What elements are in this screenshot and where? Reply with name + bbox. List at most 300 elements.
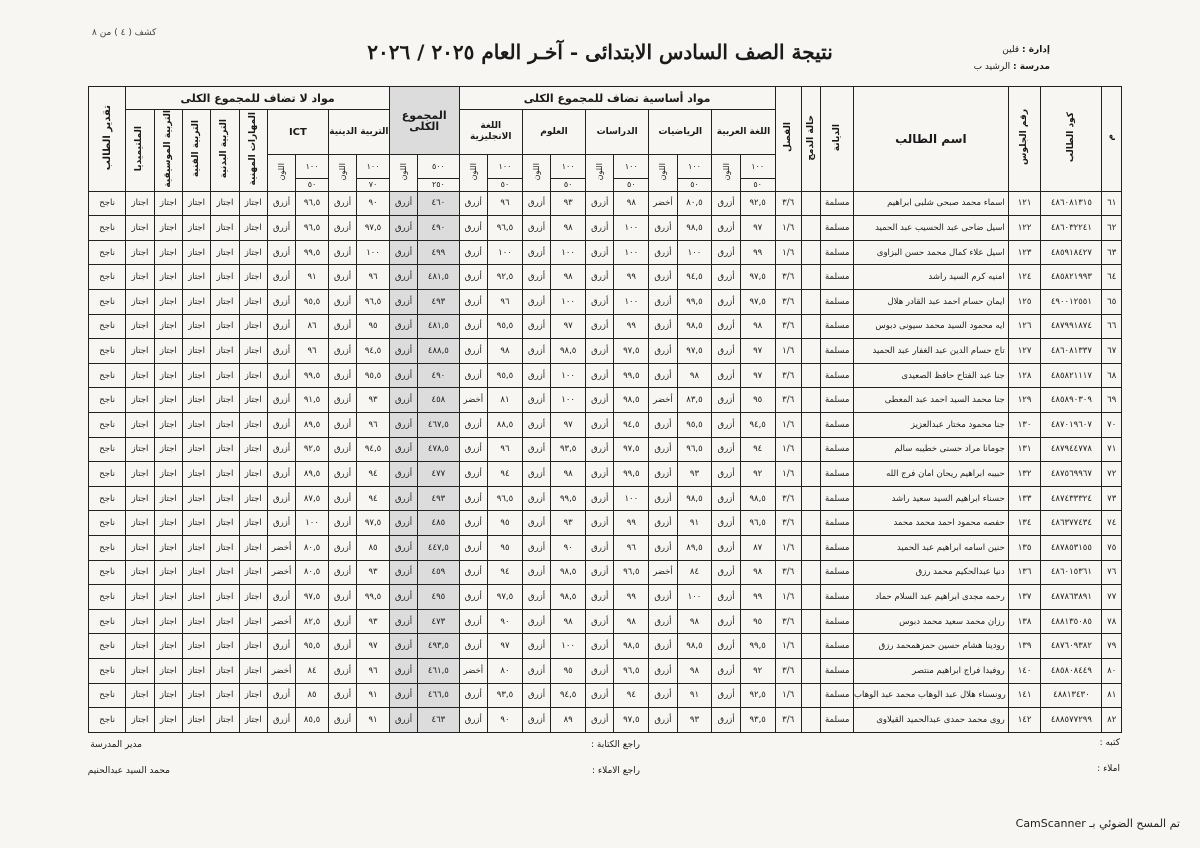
cell-integration <box>801 634 821 659</box>
cell-rel: مسلمة <box>821 560 854 585</box>
cell-art: اجتاز <box>182 339 210 364</box>
cell-ict: ٩٦,٥ <box>296 191 329 216</box>
cell-tot-color: أزرق <box>389 462 417 487</box>
table-row <box>89 585 1122 610</box>
cell-ma-color: أخضر <box>649 191 677 216</box>
cell-sc-color: أزرق <box>522 683 550 708</box>
cell-code: ٤٨٧٩٩١٨٧٤ <box>1041 314 1102 339</box>
cell-ict: ٨٩,٥ <box>296 462 329 487</box>
cell-re: ٩٧ <box>357 634 390 659</box>
cell-ar: ٩٦,٥ <box>740 511 775 536</box>
cell-ma: ٩٦,٥ <box>677 437 712 462</box>
cell-idx: ٦٤ <box>1102 265 1122 290</box>
cell-cls: ٣/٦ <box>775 708 801 733</box>
cell-ict-color: أزرق <box>267 708 295 733</box>
signatures <box>0 728 1200 788</box>
cell-sc-color: أزرق <box>522 511 550 536</box>
cell-ar-color: أزرق <box>712 314 740 339</box>
col-math: الرياضيات <box>649 110 712 155</box>
cell-tot-color: أزرق <box>389 511 417 536</box>
cell-st: ٩٩,٥ <box>614 363 649 388</box>
cell-ma-color: أزرق <box>649 437 677 462</box>
cell-en-color: أزرق <box>459 290 487 315</box>
cell-seat: ١٢١ <box>1008 191 1041 216</box>
cell-name: جنا محمد السيد احمد عبد المعطى <box>854 388 1009 413</box>
cell-ar-color: أزرق <box>712 585 740 610</box>
cell-st-color: أزرق <box>586 609 614 634</box>
cell-pe: اجتاز <box>211 585 239 610</box>
cell-re-color: أزرق <box>328 658 356 683</box>
cell-rel: مسلمة <box>821 363 854 388</box>
cell-sc: ٩٣ <box>551 191 586 216</box>
cell-re-color: أزرق <box>328 240 356 265</box>
cell-en: ٩٥ <box>488 511 523 536</box>
cell-pe: اجتاز <box>211 216 239 241</box>
cell-re-color: أزرق <box>328 462 356 487</box>
cell-st-color: أزرق <box>586 658 614 683</box>
cell-en: ٩٤ <box>488 462 523 487</box>
cell-ar-color: أزرق <box>712 240 740 265</box>
cell-ict-color: أزرق <box>267 388 295 413</box>
cell-res: ناجح <box>89 658 126 683</box>
cell-pe: اجتاز <box>211 634 239 659</box>
cell-st: ٩٩ <box>614 265 649 290</box>
cell-sc-color: أزرق <box>522 413 550 438</box>
cell-rel: مسلمة <box>821 683 854 708</box>
cell-tot-color: أزرق <box>389 560 417 585</box>
cell-res: ناجح <box>89 388 126 413</box>
table-row <box>89 535 1122 560</box>
cell-mm: اجتاز <box>126 314 154 339</box>
table-row <box>89 314 1122 339</box>
cell-cls: ١/٦ <box>775 585 801 610</box>
cell-res: ناجح <box>89 216 126 241</box>
cell-seat: ١٤١ <box>1008 683 1041 708</box>
cell-pe: اجتاز <box>211 535 239 560</box>
cell-art: اجتاز <box>182 314 210 339</box>
cell-code: ٤٨٧٠١٩٦٠٧ <box>1041 413 1102 438</box>
cell-cls: ٣/٦ <box>775 511 801 536</box>
cell-ar: ٩٧ <box>740 216 775 241</box>
cell-mu: اجتاز <box>154 191 182 216</box>
col-idx: م <box>1102 87 1122 192</box>
col-studies: الدراسات <box>586 110 649 155</box>
cell-ict: ٨٥ <box>296 683 329 708</box>
cell-re-color: أزرق <box>328 413 356 438</box>
cell-rel: مسلمة <box>821 634 854 659</box>
cell-sc: ٩٥ <box>551 658 586 683</box>
cell-re: ٩٤,٥ <box>357 437 390 462</box>
col-class: الفصل <box>775 87 801 192</box>
cell-rel: مسلمة <box>821 437 854 462</box>
cell-en-color: أزرق <box>459 314 487 339</box>
cell-ar: ٩٢,٥ <box>740 683 775 708</box>
cell-code: ٤٨٧٦٠٩٣٨٢ <box>1041 634 1102 659</box>
cell-rel: مسلمة <box>821 609 854 634</box>
cell-en: ٩٨ <box>488 339 523 364</box>
cell-sk: اجتاز <box>239 363 267 388</box>
cell-pe: اجتاز <box>211 683 239 708</box>
cell-rel: مسلمة <box>821 486 854 511</box>
cell-ma-color: أزرق <box>649 609 677 634</box>
page-title: نتيجة الصف السادس الابتدائى - آخـر العام ٢٠٢٥ / ٢٠٢٦ <box>367 40 833 64</box>
cell-st: ٩٩ <box>614 585 649 610</box>
cell-ar: ٩٥ <box>740 388 775 413</box>
cell-cls: ٣/٦ <box>775 265 801 290</box>
cell-name: ايه محمود السيد محمد سيونى دبوس <box>854 314 1009 339</box>
cell-mm: اجتاز <box>126 511 154 536</box>
cell-integration <box>801 191 821 216</box>
cell-sk: اجتاز <box>239 658 267 683</box>
cell-name: حبيبه ابراهيم ريحان امان فرج الله <box>854 462 1009 487</box>
results-sheet <box>88 86 1122 725</box>
cell-code: ٤٨٦٠٨١٣٣٧ <box>1041 339 1102 364</box>
cell-pe: اجتاز <box>211 437 239 462</box>
cell-sc: ٩٨ <box>551 265 586 290</box>
cell-rel: مسلمة <box>821 339 854 364</box>
cell-ict: ٩١,٥ <box>296 388 329 413</box>
cell-ar-color: أزرق <box>712 658 740 683</box>
cell-sc-color: أزرق <box>522 314 550 339</box>
cell-name: حنين اسامه ابراهيم عبد الحميد <box>854 535 1009 560</box>
cell-art: اجتاز <box>182 683 210 708</box>
cell-art: اجتاز <box>182 216 210 241</box>
cell-st: ٩٧,٥ <box>614 339 649 364</box>
cell-sc: ٩٨,٥ <box>551 339 586 364</box>
cell-ma-color: أزرق <box>649 240 677 265</box>
cell-re: ٩٣ <box>357 609 390 634</box>
cell-st: ٩٤,٥ <box>614 413 649 438</box>
cell-res: ناجح <box>89 560 126 585</box>
cell-sc: ٩٩,٥ <box>551 486 586 511</box>
cell-ar: ٩٣,٥ <box>740 708 775 733</box>
cell-sc: ٩٧ <box>551 413 586 438</box>
cell-mu: اجتاز <box>154 314 182 339</box>
cell-mm: اجتاز <box>126 191 154 216</box>
cell-ar-color: أزرق <box>712 290 740 315</box>
table-row <box>89 437 1122 462</box>
cell-code: ٤٨٧٩٤٤٧٧٨ <box>1041 437 1102 462</box>
cell-re-color: أزرق <box>328 708 356 733</box>
cell-en-color: أزرق <box>459 609 487 634</box>
cell-tot: ٤٨١,٥ <box>418 265 459 290</box>
cell-pe: اجتاز <box>211 265 239 290</box>
cell-tot-color: أزرق <box>389 388 417 413</box>
cell-ict: ٩٧,٥ <box>296 585 329 610</box>
scanner-watermark: تم المسح الضوئي بـ CamScanner <box>1015 817 1180 830</box>
cell-ma: ١٠٠ <box>677 585 712 610</box>
cell-st-color: أزرق <box>586 683 614 708</box>
cell-integration <box>801 339 821 364</box>
cell-name: رونسناء هلال عبد الوهاب محمد عبد الوهاب <box>854 683 1009 708</box>
cell-tot-color: أزرق <box>389 683 417 708</box>
cell-re-color: أزرق <box>328 511 356 536</box>
cell-rel: مسلمة <box>821 535 854 560</box>
table-row <box>89 560 1122 585</box>
cell-en: ٩٥,٥ <box>488 363 523 388</box>
cell-st-color: أزرق <box>586 314 614 339</box>
cell-res: ناجح <box>89 240 126 265</box>
cell-seat: ١٢٨ <box>1008 363 1041 388</box>
cell-mm: اجتاز <box>126 585 154 610</box>
cell-cls: ٣/٦ <box>775 363 801 388</box>
cell-art: اجتاز <box>182 511 210 536</box>
col-total: المجموع الكلى <box>389 87 459 155</box>
cell-ma-color: أزرق <box>649 585 677 610</box>
cell-pe: اجتاز <box>211 560 239 585</box>
cell-ict-color: أزرق <box>267 363 295 388</box>
cell-sc-color: أزرق <box>522 585 550 610</box>
cell-re: ٩٣ <box>357 560 390 585</box>
cell-ar-color: أزرق <box>712 339 740 364</box>
cell-mm: اجتاز <box>126 290 154 315</box>
cell-res: ناجح <box>89 191 126 216</box>
cell-res: ناجح <box>89 708 126 733</box>
cell-code: ٤٨٧٤٣٣٣٢٤ <box>1041 486 1102 511</box>
cell-sc-color: أزرق <box>522 388 550 413</box>
idara-value: قلين <box>1002 45 1020 55</box>
cell-ict-color: أزرق <box>267 413 295 438</box>
cell-ar-color: أزرق <box>712 683 740 708</box>
cell-ma: ٩١ <box>677 683 712 708</box>
cell-rel: مسلمة <box>821 585 854 610</box>
cell-re: ٩٤ <box>357 486 390 511</box>
cell-seat: ١٢٧ <box>1008 339 1041 364</box>
cell-art: اجتاز <box>182 708 210 733</box>
cell-sc: ١٠٠ <box>551 363 586 388</box>
cell-ma-color: أزرق <box>649 658 677 683</box>
cell-mm: اجتاز <box>126 363 154 388</box>
cell-ar-color: أزرق <box>712 609 740 634</box>
cell-en-color: أزرق <box>459 535 487 560</box>
cell-sk: اجتاز <box>239 191 267 216</box>
cell-ict: ٨٠,٥ <box>296 560 329 585</box>
cell-mu: اجتاز <box>154 363 182 388</box>
cell-cls: ٣/٦ <box>775 314 801 339</box>
cell-tot: ٤٦٣ <box>418 708 459 733</box>
cell-en-color: أخضر <box>459 388 487 413</box>
cell-ma-color: أزرق <box>649 634 677 659</box>
cell-sc: ١٠٠ <box>551 634 586 659</box>
cell-sk: اجتاز <box>239 216 267 241</box>
cell-code: ٤٨٧٨٦٣٨٩١ <box>1041 585 1102 610</box>
cell-sk: اجتاز <box>239 486 267 511</box>
cell-ar: ٩٢ <box>740 658 775 683</box>
cell-st-color: أزرق <box>586 486 614 511</box>
cell-st: ٩٦ <box>614 535 649 560</box>
cell-tot: ٤٩٩ <box>418 240 459 265</box>
cell-cls: ٣/٦ <box>775 191 801 216</box>
cell-rel: مسلمة <box>821 658 854 683</box>
cell-sc: ٩٨ <box>551 462 586 487</box>
cell-code: ٤٨٦٠٨١٣١٥ <box>1041 191 1102 216</box>
cell-sc: ٩٤,٥ <box>551 683 586 708</box>
cell-en: ٨١ <box>488 388 523 413</box>
cell-mm: اجتاز <box>126 683 154 708</box>
cell-re: ٩١ <box>357 683 390 708</box>
cell-sk: اجتاز <box>239 634 267 659</box>
cell-mm: اجتاز <box>126 708 154 733</box>
cell-tot-color: أزرق <box>389 314 417 339</box>
cell-st-color: أزرق <box>586 290 614 315</box>
cell-ar-color: أزرق <box>712 560 740 585</box>
cell-mu: اجتاز <box>154 240 182 265</box>
cell-tot: ٤٧٧ <box>418 462 459 487</box>
cell-st-color: أزرق <box>586 413 614 438</box>
cell-ar: ٩٩ <box>740 240 775 265</box>
cell-ma-color: أزرق <box>649 535 677 560</box>
cell-ma: ٨٣,٥ <box>677 388 712 413</box>
col-pe: التربية البدنية <box>211 110 239 192</box>
cell-ict: ٩١ <box>296 265 329 290</box>
cell-art: اجتاز <box>182 290 210 315</box>
cell-art: اجتاز <box>182 363 210 388</box>
cell-name: اسيل علاء كمال محمد حسن البزاوى <box>854 240 1009 265</box>
cell-mu: اجتاز <box>154 388 182 413</box>
cell-cls: ٣/٦ <box>775 290 801 315</box>
cell-art: اجتاز <box>182 609 210 634</box>
cell-sc: ١٠٠ <box>551 240 586 265</box>
cell-re: ٩٣ <box>357 388 390 413</box>
cell-st: ٩٧,٥ <box>614 437 649 462</box>
cell-tot: ٤٩٥ <box>418 585 459 610</box>
cell-ict: ٩٦,٥ <box>296 216 329 241</box>
cell-ar-color: أزرق <box>712 437 740 462</box>
table-row <box>89 265 1122 290</box>
cell-seat: ١٢٣ <box>1008 240 1041 265</box>
cell-st-color: أزرق <box>586 511 614 536</box>
cell-en-color: أزرق <box>459 216 487 241</box>
cell-ar: ٩٢ <box>740 462 775 487</box>
cell-ict: ٨٦ <box>296 314 329 339</box>
cell-sc: ٩٨,٥ <box>551 560 586 585</box>
cell-re: ٩٠ <box>357 191 390 216</box>
cell-integration <box>801 265 821 290</box>
cell-name: رودينا هشام حسين حمزهمحمد رزق <box>854 634 1009 659</box>
cell-seat: ١٣٦ <box>1008 560 1041 585</box>
cell-res: ناجح <box>89 585 126 610</box>
cell-integration <box>801 388 821 413</box>
cell-code: ٤٨٦٠٣٢٢٤١ <box>1041 216 1102 241</box>
cell-mm: اجتاز <box>126 388 154 413</box>
cell-mu: اجتاز <box>154 437 182 462</box>
cell-res: ناجح <box>89 314 126 339</box>
cell-tot: ٤٦٦,٥ <box>418 683 459 708</box>
cell-ict-color: أخضر <box>267 658 295 683</box>
cell-integration <box>801 413 821 438</box>
cell-seat: ١٣٨ <box>1008 609 1041 634</box>
cell-res: ناجح <box>89 437 126 462</box>
cell-en-color: أزرق <box>459 339 487 364</box>
cell-idx: ٧٤ <box>1102 511 1122 536</box>
cell-ma-color: أزرق <box>649 290 677 315</box>
cell-art: اجتاز <box>182 535 210 560</box>
cell-ar: ٨٧ <box>740 535 775 560</box>
cell-cls: ٣/٦ <box>775 609 801 634</box>
cell-en: ٨٠ <box>488 658 523 683</box>
cell-tot-color: أزرق <box>389 265 417 290</box>
cell-tot-color: أزرق <box>389 290 417 315</box>
cell-idx: ٧٨ <box>1102 609 1122 634</box>
cell-st: ١٠٠ <box>614 290 649 315</box>
cell-idx: ٦٣ <box>1102 240 1122 265</box>
cell-st-color: أزرق <box>586 339 614 364</box>
cell-re-color: أزرق <box>328 191 356 216</box>
cell-mm: اجتاز <box>126 535 154 560</box>
cell-en-color: أزرق <box>459 585 487 610</box>
cell-idx: ٦٥ <box>1102 290 1122 315</box>
cell-tot-color: أزرق <box>389 708 417 733</box>
cell-sc: ٩٣ <box>551 511 586 536</box>
cell-en: ٩٦,٥ <box>488 216 523 241</box>
cell-code: ٤٨٥٨٢١١١٧ <box>1041 363 1102 388</box>
cell-ar: ٩٩ <box>740 585 775 610</box>
cell-tot-color: أزرق <box>389 216 417 241</box>
cell-st-color: أزرق <box>586 462 614 487</box>
cell-sc: ٩٠ <box>551 535 586 560</box>
table-row <box>89 634 1122 659</box>
col-religious: التربية الدينية <box>328 110 389 155</box>
cell-en: ١٠٠ <box>488 240 523 265</box>
core-group-header: مواد أساسية تضاف للمجموع الكلى <box>459 87 775 110</box>
cell-idx: ٦٢ <box>1102 216 1122 241</box>
cell-res: ناجح <box>89 634 126 659</box>
cell-sk: اجتاز <box>239 437 267 462</box>
table-row <box>89 609 1122 634</box>
cell-integration <box>801 560 821 585</box>
cell-tot-color: أزرق <box>389 363 417 388</box>
cell-code: ٤٩٠٠١٢٥٥١ <box>1041 290 1102 315</box>
cell-art: اجتاز <box>182 437 210 462</box>
col-arabic: اللغة العربية <box>712 110 775 155</box>
cell-ar-color: أزرق <box>712 265 740 290</box>
cell-ict-color: أخضر <box>267 535 295 560</box>
cell-tot: ٤٦٠ <box>418 191 459 216</box>
cell-cls: ١/٦ <box>775 413 801 438</box>
cell-code: ٤٨٨١٣٥٠٨٥ <box>1041 609 1102 634</box>
cell-ar-color: أزرق <box>712 486 740 511</box>
cell-tot: ٤٨٥ <box>418 511 459 536</box>
cell-ict: ١٠٠ <box>296 511 329 536</box>
cell-code: ٤٨٧٨٥٣١٥٥ <box>1041 535 1102 560</box>
cell-tot: ٤٩٠ <box>418 216 459 241</box>
cell-code: ٤٨٧٥٦٩٩٦٧ <box>1041 462 1102 487</box>
cell-ict-color: أزرق <box>267 462 295 487</box>
cell-re-color: أزرق <box>328 216 356 241</box>
cell-code: ٤٨٥٨٠٨٤٤٩ <box>1041 658 1102 683</box>
cell-sk: اجتاز <box>239 585 267 610</box>
cell-pe: اجتاز <box>211 314 239 339</box>
cell-tot: ٤٧٨,٥ <box>418 437 459 462</box>
cell-name: تاج حسام الدين عبد الغفار عبد الحميد <box>854 339 1009 364</box>
cell-en-color: أزرق <box>459 634 487 659</box>
table-row <box>89 290 1122 315</box>
cell-seat: ١٢٢ <box>1008 216 1041 241</box>
cell-en: ٩٤ <box>488 560 523 585</box>
cell-sk: اجتاز <box>239 339 267 364</box>
cell-sc-color: أزرق <box>522 486 550 511</box>
cell-res: ناجح <box>89 290 126 315</box>
cell-seat: ١٤٢ <box>1008 708 1041 733</box>
cell-tot: ٤٦٧,٥ <box>418 413 459 438</box>
cell-art: اجتاز <box>182 658 210 683</box>
cell-sc-color: أزرق <box>522 363 550 388</box>
cell-idx: ٧١ <box>1102 437 1122 462</box>
cell-idx: ٧٣ <box>1102 486 1122 511</box>
cell-en-color: أزرق <box>459 486 487 511</box>
cell-tot-color: أزرق <box>389 535 417 560</box>
cell-en: ٩٧,٥ <box>488 585 523 610</box>
